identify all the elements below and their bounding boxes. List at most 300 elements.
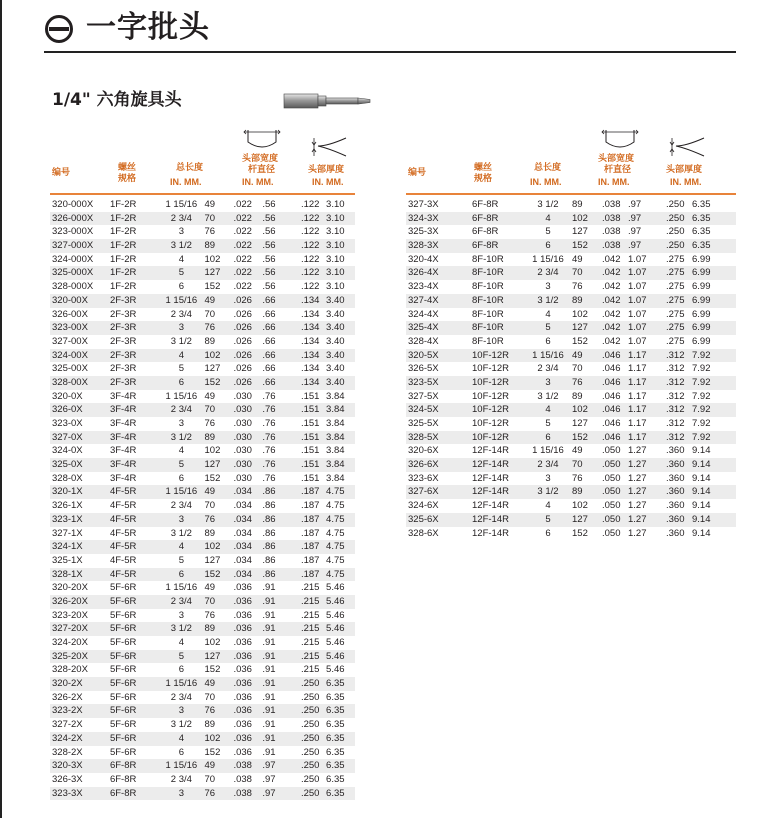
- length-mm-cell: 89: [572, 486, 583, 498]
- table-row: [50, 773, 355, 787]
- part-number-cell: 328-2X: [52, 746, 83, 758]
- thickness-mm-cell: 4.75: [326, 500, 345, 512]
- thickness-mm-cell: 5.46: [326, 623, 345, 635]
- thickness-mm-cell: 5.46: [326, 595, 345, 607]
- tip-width-in-cell: .036: [233, 691, 252, 703]
- thickness-mm-cell: 9.14: [692, 445, 711, 457]
- length-in-cell: 3: [178, 226, 184, 238]
- tip-width-in-cell: .026: [233, 322, 252, 334]
- thickness-in-cell: .215: [300, 623, 320, 635]
- thickness-in-cell: .215: [300, 595, 320, 607]
- thickness-mm-cell: 9.14: [692, 486, 711, 498]
- table-row: [50, 444, 355, 458]
- length-in-cell: 4: [178, 732, 184, 744]
- thickness-in-cell: .215: [300, 582, 320, 594]
- thickness-in-cell: .187: [300, 500, 320, 512]
- thickness-mm-cell: 5.46: [326, 609, 345, 621]
- tip-width-mm-cell: .86: [262, 500, 276, 512]
- thickness-in-cell: .134: [300, 349, 320, 361]
- col-spec-header-1: 螺丝: [118, 162, 137, 172]
- thickness-mm-cell: 6.35: [692, 212, 711, 224]
- thickness-mm-cell: 6.99: [692, 308, 711, 320]
- part-number-cell: 328-00X: [52, 376, 88, 388]
- thickness-in-cell: .250: [666, 240, 685, 252]
- length-mm-cell: 127: [572, 513, 588, 525]
- thickness-in-cell: .360: [666, 445, 685, 457]
- table-row: [50, 403, 355, 417]
- thickness-mm-cell: 3.84: [326, 459, 345, 471]
- col-length-header: 总长度: [176, 162, 204, 172]
- part-number-cell: 326-00X: [52, 308, 88, 320]
- screw-size-cell: 2F-3R: [109, 335, 137, 347]
- part-number-cell: 327-0X: [52, 431, 83, 443]
- tip-width-mm-cell: .76: [262, 404, 276, 416]
- length-in-cell: 2 3/4: [170, 595, 192, 607]
- tip-width-mm-cell: .97: [262, 773, 276, 785]
- tip-width-mm-cell: .66: [262, 349, 276, 361]
- screw-size-cell: 4F-5R: [109, 568, 137, 580]
- part-number-cell: 327-000X: [52, 240, 94, 252]
- thickness-mm-cell: 7.92: [692, 349, 711, 361]
- length-in-cell: 4: [178, 445, 184, 457]
- tip-width-mm-cell: .76: [262, 459, 276, 471]
- tip-width-mm-cell: 1.27: [628, 500, 647, 512]
- thickness-mm-cell: 4.75: [326, 554, 345, 566]
- length-in-cell: 2 3/4: [537, 363, 559, 375]
- screw-size-cell: 8F-10R: [472, 253, 504, 265]
- length-mm-cell: 49: [572, 253, 583, 265]
- thickness-in-cell: .250: [300, 787, 320, 799]
- part-number-cell: 326-2X: [52, 691, 83, 703]
- tip-width-mm-cell: 1.17: [628, 376, 647, 388]
- tip-width-in-cell: .036: [233, 732, 252, 744]
- table-row: [406, 499, 736, 513]
- tip-width-mm-cell: .76: [262, 418, 276, 429]
- table-row: [50, 212, 355, 226]
- tip-width-mm-cell: .97: [628, 212, 642, 224]
- tip-width-mm-cell: 1.17: [628, 418, 647, 429]
- length-mm-cell: 102: [572, 308, 588, 320]
- tip-width-mm-cell: .91: [262, 623, 276, 635]
- tip-width-mm-cell: .76: [262, 390, 276, 402]
- table-row: [50, 759, 355, 773]
- tip-width-in-cell: .036: [233, 637, 252, 648]
- length-mm-cell: 89: [572, 294, 583, 306]
- tip-width-in-cell: .038: [602, 226, 621, 238]
- length-in-cell: 6: [178, 281, 184, 293]
- tip-width-mm-cell: 1.17: [628, 431, 647, 443]
- tip-width-mm-cell: .91: [262, 664, 276, 676]
- tip-width-in-cell: .050: [602, 472, 621, 484]
- thickness-mm-cell: 6.35: [326, 678, 345, 690]
- tip-width-in-cell: .036: [233, 705, 252, 717]
- tip-width-in-cell: .034: [233, 527, 252, 539]
- thickness-in-cell: .275: [666, 281, 685, 293]
- table-row: [50, 677, 355, 691]
- table-row: [50, 225, 355, 239]
- part-number-cell: 328-4X: [408, 335, 439, 347]
- part-number-cell: 325-00X: [52, 363, 88, 375]
- tip-width-in-cell: .036: [233, 623, 252, 635]
- table-row: [50, 349, 355, 363]
- thickness-mm-cell: 4.75: [326, 568, 345, 580]
- tip-width-mm-cell: 1.27: [628, 459, 647, 471]
- length-in-cell: 3 1/2: [170, 431, 192, 443]
- thickness-mm-cell: 3.84: [326, 445, 345, 457]
- col-length-units: IN. MM.: [530, 177, 562, 187]
- tip-width-mm-cell: .56: [262, 281, 276, 293]
- part-number-cell: 323-0X: [52, 418, 83, 429]
- length-in-cell: 6: [545, 527, 551, 539]
- thickness-in-cell: .250: [300, 719, 320, 731]
- part-number-cell: 328-6X: [408, 527, 439, 539]
- thickness-mm-cell: 3.40: [326, 363, 345, 375]
- length-mm-cell: 102: [204, 732, 221, 744]
- screw-size-cell: 5F-6R: [109, 582, 137, 594]
- screw-size-cell: 2F-3R: [109, 294, 137, 306]
- screw-size-cell: 3F-4R: [109, 418, 137, 429]
- tip-width-mm-cell: .97: [262, 787, 276, 799]
- tip-width-mm-cell: 1.17: [628, 404, 647, 416]
- thickness-in-cell: .151: [300, 404, 320, 416]
- length-in-cell: 2 3/4: [537, 267, 559, 279]
- thickness-mm-cell: 7.92: [692, 376, 711, 388]
- table-row: [50, 746, 355, 760]
- tip-width-mm-cell: 1.07: [628, 267, 647, 279]
- tip-width-in-cell: .030: [233, 459, 252, 471]
- col-tip-header-1: 头部宽度: [242, 153, 279, 163]
- tip-width-in-cell: .042: [602, 267, 621, 279]
- thickness-diagram-icon: [308, 136, 348, 158]
- part-number-cell: 320-5X: [408, 349, 439, 361]
- table-row: [50, 417, 355, 431]
- length-in-cell: 5: [178, 650, 184, 662]
- part-number-cell: 324-000X: [52, 253, 94, 265]
- left-table-header-rule: [50, 193, 355, 195]
- table-row: [50, 431, 355, 445]
- col-thickness-units: IN. MM.: [312, 177, 344, 187]
- table-row: [50, 458, 355, 472]
- length-in-cell: 2 3/4: [170, 404, 192, 416]
- part-number-cell: 325-5X: [408, 418, 439, 429]
- screw-size-cell: 6F-8R: [109, 760, 137, 772]
- part-number-cell: 323-6X: [408, 472, 439, 484]
- screw-size-cell: 12F-14R: [472, 459, 509, 471]
- tip-width-in-cell: .034: [233, 554, 252, 566]
- length-in-cell: 6: [545, 431, 551, 443]
- length-in-cell: 3: [178, 513, 184, 525]
- tip-width-in-cell: .042: [602, 308, 621, 320]
- thickness-mm-cell: 6.99: [692, 335, 711, 347]
- screw-size-cell: 3F-4R: [109, 472, 137, 484]
- table-row: [406, 198, 736, 212]
- tip-width-in-cell: .022: [233, 199, 252, 210]
- length-mm-cell: 76: [204, 513, 216, 525]
- thickness-in-cell: .151: [300, 418, 320, 429]
- section-header: [44, 6, 736, 54]
- tip-width-mm-cell: .91: [262, 705, 276, 717]
- thickness-mm-cell: 9.14: [692, 513, 711, 525]
- length-in-cell: 2 3/4: [537, 459, 559, 471]
- thickness-mm-cell: 3.10: [326, 267, 345, 279]
- thickness-mm-cell: 9.14: [692, 500, 711, 512]
- thickness-in-cell: .134: [300, 294, 320, 306]
- table-row: [50, 554, 355, 568]
- length-mm-cell: 76: [204, 226, 216, 238]
- part-number-cell: 325-6X: [408, 513, 439, 525]
- col-tip-header-2: 杆直径: [248, 164, 276, 174]
- screw-size-cell: 6F-8R: [472, 212, 499, 224]
- part-number-cell: 325-000X: [52, 267, 94, 279]
- tip-width-in-cell: .034: [233, 486, 252, 498]
- length-in-cell: 1 15/16: [532, 253, 564, 265]
- table-row: [406, 417, 736, 431]
- length-in-cell: 3: [178, 322, 184, 334]
- length-in-cell: 2 3/4: [170, 308, 192, 320]
- part-number-cell: 327-3X: [408, 199, 439, 210]
- screw-size-cell: 5F-6R: [109, 595, 137, 607]
- length-mm-cell: 102: [204, 637, 221, 648]
- part-number-cell: 324-20X: [52, 637, 88, 648]
- thickness-in-cell: .250: [300, 773, 320, 785]
- length-mm-cell: 89: [204, 719, 216, 731]
- col-thickness-header: 头部厚度: [666, 164, 703, 174]
- length-mm-cell: 70: [204, 595, 216, 607]
- tip-width-mm-cell: .91: [262, 746, 276, 758]
- screw-size-cell: 10F-12R: [472, 376, 509, 388]
- tip-width-in-cell: .046: [602, 349, 621, 361]
- part-number-cell: 327-4X: [408, 294, 439, 306]
- col-thickness-units: IN. MM.: [670, 177, 702, 187]
- tip-width-mm-cell: .56: [262, 199, 276, 210]
- table-row: [406, 458, 736, 472]
- tip-width-diagram-icon: [600, 128, 640, 152]
- screw-size-cell: 1F-2R: [109, 267, 137, 279]
- tip-width-in-cell: .042: [602, 253, 621, 265]
- length-in-cell: 5: [545, 322, 551, 334]
- screw-size-cell: 5F-6R: [109, 609, 137, 621]
- thickness-in-cell: .312: [666, 431, 685, 443]
- thickness-mm-cell: 6.35: [692, 240, 711, 252]
- thickness-in-cell: .275: [666, 322, 685, 334]
- tip-width-mm-cell: 1.27: [628, 445, 647, 457]
- screw-size-cell: 12F-14R: [472, 445, 509, 457]
- tip-width-in-cell: .050: [602, 486, 621, 498]
- tip-width-in-cell: .036: [233, 650, 252, 662]
- length-mm-cell: 49: [572, 445, 583, 457]
- thickness-mm-cell: 7.92: [692, 363, 711, 375]
- length-mm-cell: 70: [204, 212, 216, 224]
- thickness-mm-cell: 3.84: [326, 390, 345, 402]
- table-row: [50, 732, 355, 746]
- tip-width-in-cell: .042: [602, 294, 621, 306]
- table-row: [50, 472, 355, 486]
- part-number-cell: 328-3X: [408, 240, 439, 252]
- screw-size-cell: 5F-6R: [109, 664, 137, 676]
- table-row: [406, 308, 736, 322]
- part-number-cell: 325-0X: [52, 459, 83, 471]
- thickness-mm-cell: 6.99: [692, 267, 711, 279]
- tip-width-mm-cell: .91: [262, 719, 276, 731]
- table-row: [406, 444, 736, 458]
- length-mm-cell: 89: [572, 199, 583, 210]
- thickness-mm-cell: 6.35: [326, 773, 345, 785]
- screw-size-cell: 1F-2R: [109, 199, 137, 210]
- table-row: [406, 266, 736, 280]
- part-number-cell: 324-00X: [52, 349, 88, 361]
- table-row: [50, 636, 355, 650]
- table-row: [406, 431, 736, 445]
- tip-width-mm-cell: .86: [262, 568, 276, 580]
- thickness-mm-cell: 3.40: [326, 294, 345, 306]
- table-row: [406, 349, 736, 363]
- part-number-cell: 324-1X: [52, 541, 83, 553]
- thickness-mm-cell: 7.92: [692, 404, 711, 416]
- part-number-cell: 326-4X: [408, 267, 439, 279]
- table-row: [50, 691, 355, 705]
- length-in-cell: 5: [178, 459, 184, 471]
- tip-width-mm-cell: .56: [262, 212, 276, 224]
- tip-width-in-cell: .046: [602, 404, 621, 416]
- tip-width-mm-cell: .76: [262, 431, 276, 443]
- screw-size-cell: 5F-6R: [109, 732, 137, 744]
- screw-size-cell: 2F-3R: [109, 322, 137, 334]
- length-mm-cell: 152: [204, 746, 221, 758]
- part-number-cell: 327-20X: [52, 623, 88, 635]
- length-in-cell: 1 15/16: [165, 486, 198, 498]
- thickness-mm-cell: 3.10: [326, 281, 345, 293]
- length-in-cell: 4: [178, 253, 184, 265]
- screw-size-cell: 10F-12R: [472, 404, 509, 416]
- part-number-cell: 325-20X: [52, 650, 88, 662]
- tip-width-mm-cell: .76: [262, 445, 276, 457]
- length-in-cell: 5: [545, 513, 551, 525]
- screw-size-cell: 1F-2R: [109, 253, 137, 265]
- tip-width-in-cell: .050: [602, 445, 621, 457]
- length-mm-cell: 76: [204, 705, 216, 717]
- col-spec-header-1: 螺丝: [474, 162, 493, 172]
- screw-size-cell: 6F-8R: [109, 787, 137, 799]
- screw-size-cell: 12F-14R: [472, 472, 509, 484]
- tip-width-in-cell: .026: [233, 349, 252, 361]
- thickness-in-cell: .250: [666, 226, 685, 238]
- col-code-header: 编号: [408, 167, 427, 177]
- thickness-mm-cell: 6.35: [326, 719, 345, 731]
- tip-width-in-cell: .036: [233, 664, 252, 676]
- thickness-in-cell: .215: [300, 609, 320, 621]
- tip-width-mm-cell: .86: [262, 527, 276, 539]
- thickness-mm-cell: 3.40: [326, 335, 345, 347]
- length-mm-cell: 76: [572, 376, 583, 388]
- thickness-in-cell: .215: [300, 664, 320, 676]
- screw-size-cell: 1F-2R: [109, 226, 137, 238]
- thickness-mm-cell: 7.92: [692, 390, 711, 402]
- tip-width-in-cell: .038: [602, 212, 621, 224]
- tip-width-mm-cell: .86: [262, 554, 276, 566]
- length-mm-cell: 70: [572, 267, 583, 279]
- thickness-mm-cell: 3.40: [326, 308, 345, 320]
- tip-width-mm-cell: .56: [262, 267, 276, 279]
- thickness-mm-cell: 3.40: [326, 376, 345, 388]
- part-number-cell: 323-2X: [52, 705, 83, 717]
- table-row: [50, 540, 355, 554]
- tip-width-mm-cell: .86: [262, 486, 276, 498]
- length-in-cell: 6: [545, 240, 551, 252]
- tip-width-mm-cell: 1.27: [628, 472, 647, 484]
- table-row: [50, 568, 355, 582]
- length-in-cell: 4: [178, 349, 184, 361]
- length-mm-cell: 76: [204, 322, 216, 334]
- thickness-in-cell: .122: [300, 199, 320, 210]
- part-number-cell: 326-6X: [408, 459, 439, 471]
- length-mm-cell: 102: [204, 253, 221, 265]
- tip-width-mm-cell: .66: [262, 363, 276, 375]
- thickness-mm-cell: 9.14: [692, 527, 711, 539]
- table-row: [50, 321, 355, 335]
- length-in-cell: 4: [545, 500, 551, 512]
- screw-size-cell: 5F-6R: [109, 691, 137, 703]
- thickness-mm-cell: 6.35: [326, 746, 345, 758]
- tip-width-in-cell: .034: [233, 500, 252, 512]
- screw-size-cell: 5F-6R: [109, 623, 137, 635]
- product-subtitle: 1/4" 六角旋具头: [52, 90, 182, 110]
- length-in-cell: 2 3/4: [170, 500, 192, 512]
- table-row: [50, 609, 355, 623]
- length-in-cell: 6: [178, 472, 184, 484]
- length-mm-cell: 89: [204, 527, 216, 539]
- tip-width-mm-cell: 1.07: [628, 253, 647, 265]
- length-mm-cell: 49: [204, 199, 216, 210]
- table-row: [406, 239, 736, 253]
- tip-width-in-cell: .022: [233, 212, 252, 224]
- tip-width-in-cell: .022: [233, 240, 252, 252]
- thickness-mm-cell: 6.99: [692, 322, 711, 334]
- thickness-mm-cell: 6.35: [326, 760, 345, 772]
- tip-width-in-cell: .030: [233, 404, 252, 416]
- screw-size-cell: 2F-3R: [109, 308, 137, 320]
- table-row: [50, 253, 355, 267]
- screw-size-cell: 10F-12R: [472, 390, 509, 402]
- part-number-cell: 327-2X: [52, 719, 83, 731]
- tip-width-mm-cell: 1.07: [628, 294, 647, 306]
- tip-width-in-cell: .050: [602, 459, 621, 471]
- thickness-in-cell: .151: [300, 459, 320, 471]
- length-in-cell: 3 1/2: [170, 623, 192, 635]
- table-row: [406, 513, 736, 527]
- tip-width-mm-cell: .91: [262, 582, 276, 594]
- length-mm-cell: 49: [204, 582, 216, 594]
- right-table-header-rule: [406, 193, 736, 195]
- tip-width-in-cell: .038: [602, 240, 621, 252]
- table-row: [50, 513, 355, 527]
- table-row: [406, 280, 736, 294]
- screw-size-cell: 10F-12R: [472, 349, 509, 361]
- tip-width-in-cell: .030: [233, 390, 252, 402]
- screw-size-cell: 5F-6R: [109, 705, 137, 717]
- length-mm-cell: 127: [572, 418, 588, 429]
- tip-width-in-cell: .042: [602, 335, 621, 347]
- tip-width-in-cell: .050: [602, 500, 621, 512]
- part-number-cell: 320-6X: [408, 445, 439, 457]
- thickness-in-cell: .250: [300, 705, 320, 717]
- thickness-mm-cell: 3.10: [326, 199, 345, 210]
- thickness-in-cell: .187: [300, 541, 320, 553]
- slotted-screw-icon: [44, 14, 74, 44]
- length-mm-cell: 70: [572, 363, 583, 375]
- length-mm-cell: 152: [204, 281, 221, 293]
- part-number-cell: 320-20X: [52, 582, 88, 594]
- part-number-cell: 320-00X: [52, 294, 88, 306]
